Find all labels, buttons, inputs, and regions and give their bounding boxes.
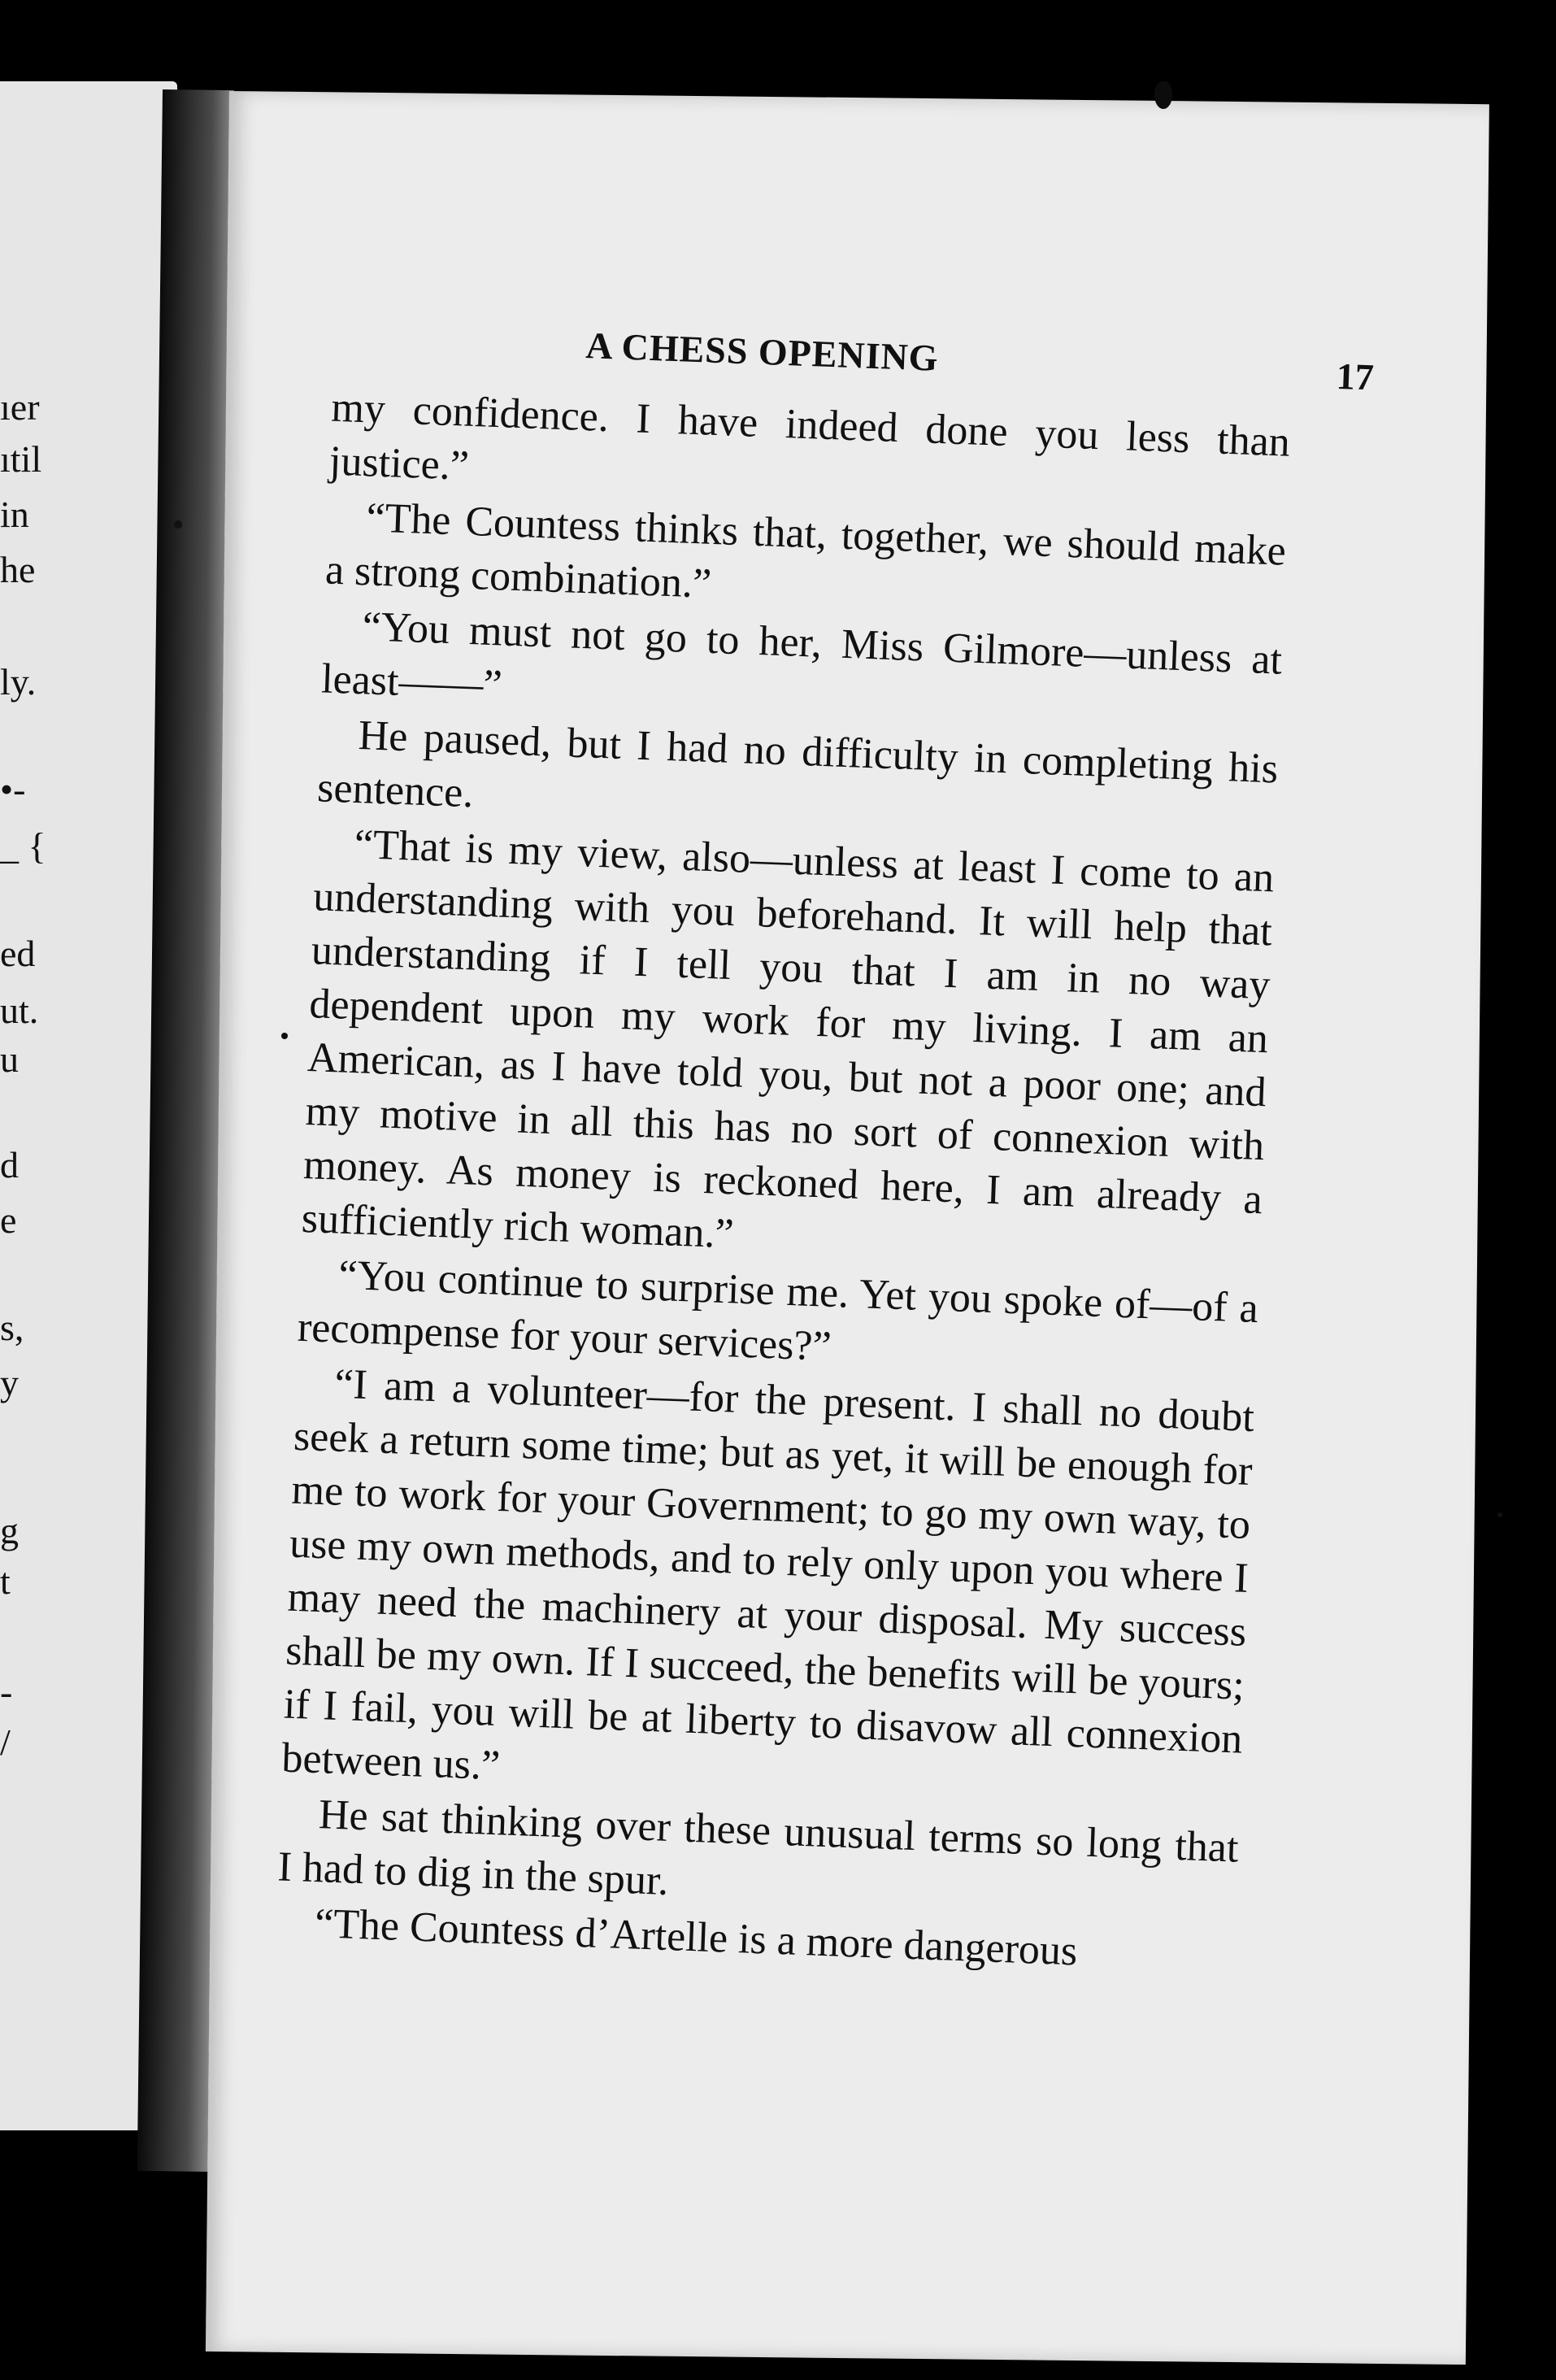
left-fragment: s, [0,1307,24,1348]
left-fragment: ıer [0,386,40,428]
left-fragment: d [0,1144,19,1186]
body-text [275,381,1291,1985]
paragraph: “That is my view, also—unless at least I come to an understanding with you beforehand. It will help that understanding if I tell you that I am in no way dependent upon my work for my living. I am an American, as I have told you, but not a poor one; and my motive in all this has no sort of connexion with money. As money is reckoned here, I am already a sufficiently rich woman.” [300,820,1276,1258]
left-fragment: / [0,1721,11,1763]
page-number: 17 [1335,355,1375,398]
ink-speck [281,1033,288,1039]
ink-blot-mark [1154,81,1172,109]
left-fragment: - [0,1671,13,1712]
paragraph: He paused, but I had no difficulty in completing his sentence. [316,712,1280,817]
paragraph: “You continue to surprise me. Yet you spoke of—of a recompense for your services?” [297,1251,1259,1370]
paragraph: my confidence. I have indeed done you less than justice.” [328,384,1291,489]
paragraph: “I am a volunteer—for the present. I shall no doubt seek a return some time; but as yet, it will be enough for me to work for your Government; to go my own way, to use my own methods, and to rely only upon you where I may need the machinery at your disposal. My success shall be my own. If I succeed, the benefits will be yours; if I fail, you will be at liberty to disavow all connexion between us.” [280,1360,1255,1790]
left-fragment: ıtil [0,438,42,480]
left-page-text-fragments [0,81,65,2114]
left-fragment: he [0,549,36,590]
left-fragment: ly. [0,661,37,703]
left-fragment: ed [0,933,36,974]
ink-speck [174,520,182,529]
left-fragment: t [0,1560,11,1602]
left-fragment: _ { [0,825,46,867]
paragraph: “You must not go to her, Miss Gilmore—unless at least——” [320,603,1283,709]
left-fragment: g [0,1510,19,1551]
paragraph: “The Countess d’Artelle is a more dangerous [314,1900,1079,1975]
left-fragment: u [0,1038,19,1080]
left-fragment: in [0,494,29,535]
paragraph: “The Countess thinks that, together, we should make a strong combination.” [324,494,1287,607]
running-title: A CHESS OPENING [585,324,940,379]
left-fragment: y [0,1362,19,1403]
book-page [206,91,1489,2365]
paragraph: He sat thinking over these unusual terms so long that I had to dig in the spur. [276,1791,1240,1904]
ink-speck [1497,1512,1502,1517]
left-fragment: e [0,1199,17,1241]
page-content [147,75,1489,2380]
left-fragment: ut. [0,990,39,1031]
left-fragment: •- [0,768,26,810]
